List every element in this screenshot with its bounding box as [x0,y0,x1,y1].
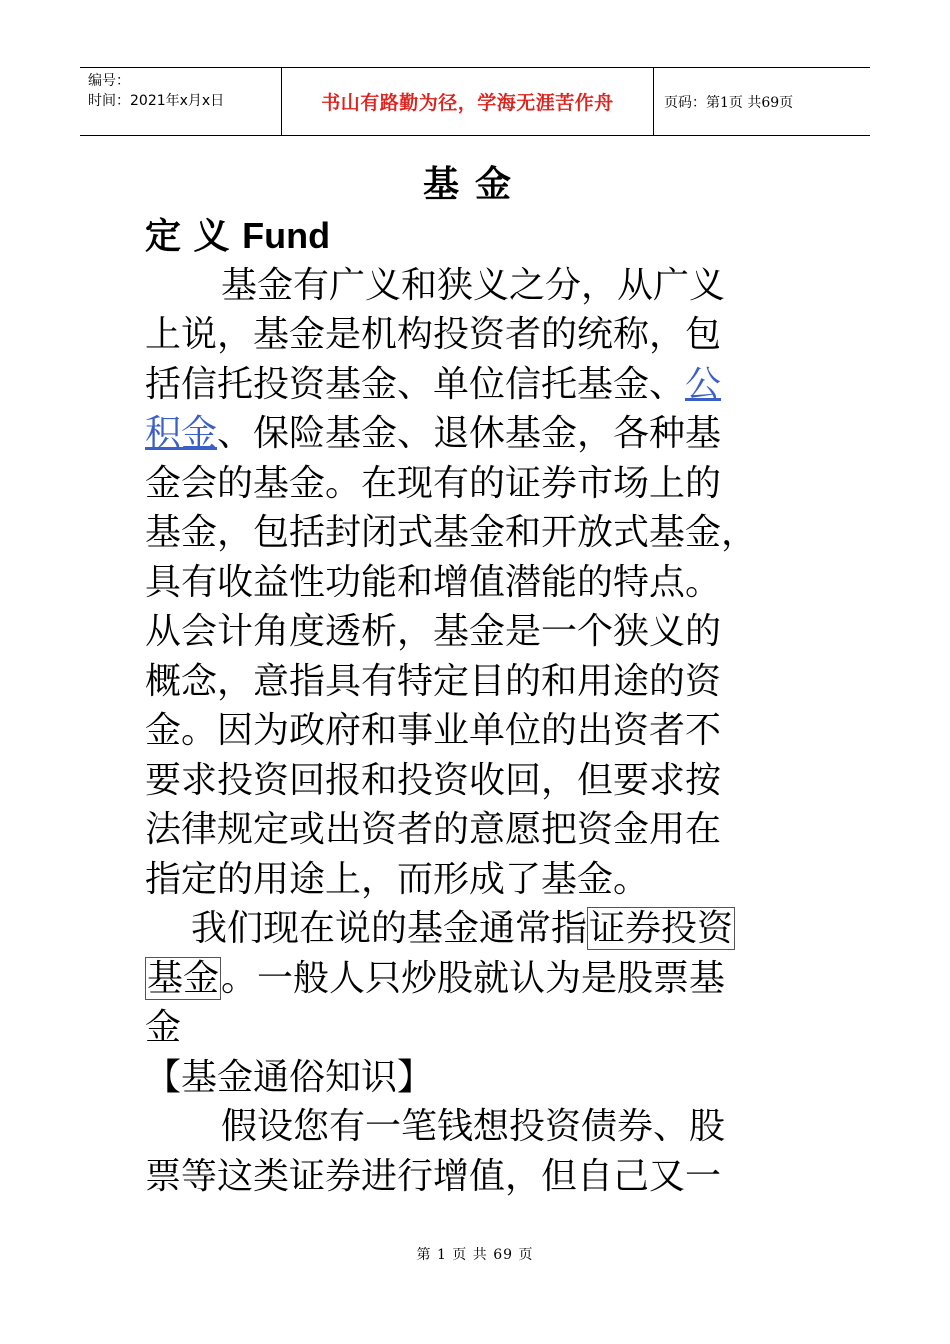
para1-line: 具有收益性功能和增值潜能的特点。 [145,561,722,603]
para2-line [145,904,810,954]
para2-line [145,954,810,1004]
para1-text: 、保险基金、退休基金，各种基 [217,413,722,454]
para1-line: 金会的基金。在现有的证券市场上的 [145,462,722,504]
para1-line: 基金，包括封闭式基金和开放式基金， [145,512,758,553]
para1-text: 括信托投资基金、单位信托基金、 [145,363,686,405]
para1-line [145,409,810,459]
gongjijin-link[interactable]: 公 [685,363,722,405]
definition-term: Fund [242,215,331,256]
para1-line: 法律规定或出资者的意愿把资金用在 [145,809,722,850]
header-page-cell [654,68,870,135]
securities-fund-box: 证券投资 [589,908,734,949]
para2-line: 金 [145,1007,182,1048]
para1-line: 概念，意指具有特定目的和用途的资 [145,660,722,702]
document-body [145,211,810,1201]
para2-text: 我们现在说的基金通常指 [191,908,588,949]
header-motto-cell [282,68,654,135]
para1-line: 金。因为政府和事业单位的出资者不 [145,710,722,751]
header-meta-cell [80,68,282,135]
para1-line: 指定的用途上，而形成了基金。 [145,858,650,900]
page-footer: 第 1 页 共 69 页 [416,1247,534,1263]
header-page-info: 页码：第1页 共69页 [664,94,794,111]
section-heading: 【基金通俗知识】 [145,1056,434,1098]
header-time-label: 时间：2021年x月x日 [88,93,225,109]
para1-line: 要求投资回报和投资收回，但要求按 [145,759,722,801]
para2-text: 。一般人只炒股就认为是股票基 [221,957,726,999]
para1-line: 从会计角度透析，基金是一个狭义的 [145,611,722,652]
header-number-label: 编号： [88,73,130,89]
definition-heading [145,211,810,261]
gongjijin-link[interactable]: 积金 [145,413,218,454]
para1-line: 上说，基金是机构投资者的统称，包 [145,314,722,355]
definition-label: 定 义 [145,216,230,257]
page-header [80,67,870,136]
para3-line: 票等这类证券进行增值，但自己又一 [145,1155,722,1197]
document-title: 基金 [422,164,527,205]
header-motto: 书山有路勤为径，学海无涯苦作舟 [321,92,614,114]
securities-fund-box: 基金 [147,957,220,999]
para1-line [145,360,810,410]
para1-line: 基金有广义和狭义之分，从广义 [221,264,726,306]
para3-line: 假设您有一笔钱想投资债券、股 [221,1106,726,1147]
